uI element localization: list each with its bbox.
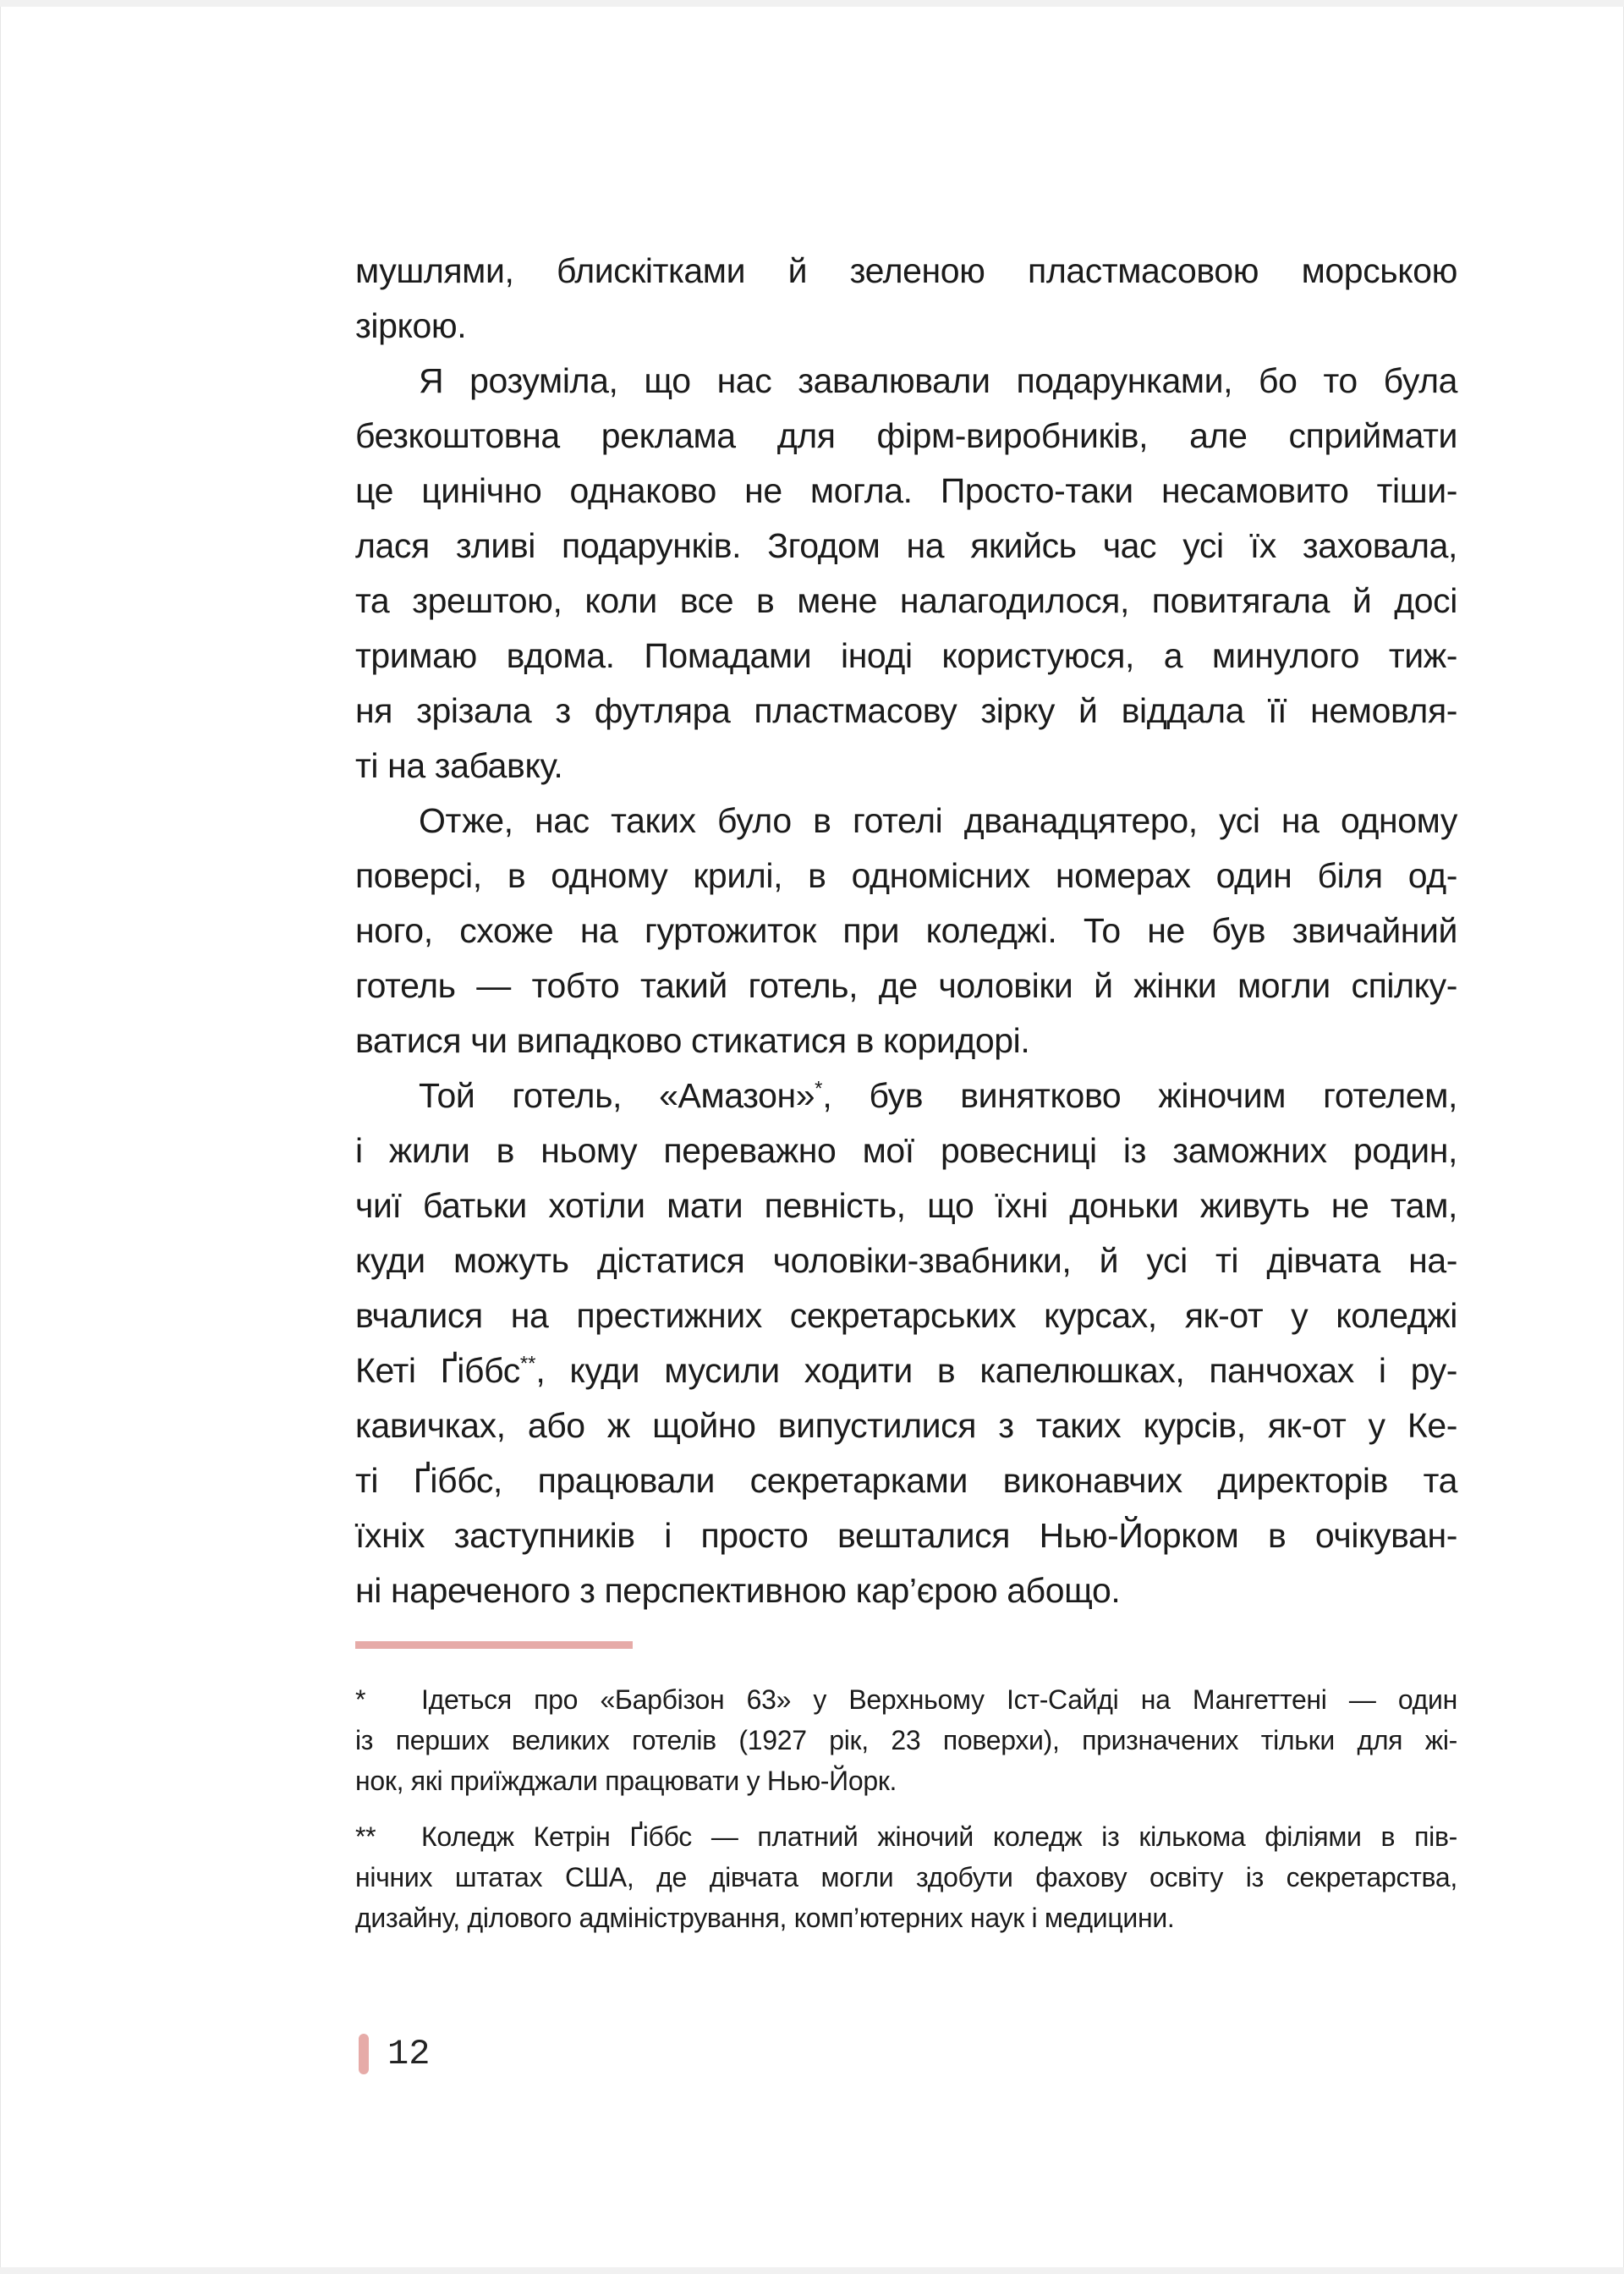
footnote-line: із перших великих готелів (1927 рік, 23 поверхи), призначених тільки для жі- xyxy=(355,1725,1457,1755)
body-text: Кеті Ґіббс xyxy=(355,1351,520,1390)
body-line: ня зрізала з футляра пластмасову зірку й віддала її немовля- xyxy=(355,691,1457,730)
body-line: готель — тобто такий готель, де чоловіки й жінки могли спілку- xyxy=(355,966,1457,1005)
footnote-marker: ** xyxy=(355,1821,376,1852)
footnote-divider xyxy=(355,1641,633,1649)
footnote-ref-1: * xyxy=(815,1077,823,1101)
body-line xyxy=(355,1068,1457,1123)
body-line: ті на забавку. xyxy=(355,746,563,785)
body-line: куди можуть дістатися чоловіки-звабники, й усі ті дівчата на- xyxy=(355,1241,1457,1280)
body-line: мушлями, блискітками й зеленою пластмасовою морською xyxy=(355,251,1457,290)
paragraph xyxy=(355,354,1457,794)
footnote-line: нок, які приїжджали працювати у Нью-Йорк. xyxy=(355,1766,897,1796)
footnotes-section xyxy=(355,1679,1457,1938)
body-line: тримаю вдома. Помадами іноді користуюся, а минулого тиж- xyxy=(355,636,1457,675)
body-line: і жили в ньому переважно мої ровесниці із заможних родин, xyxy=(355,1131,1457,1170)
body-line: ні нареченого з перспективною кар’єрою абощо. xyxy=(355,1571,1121,1610)
body-line: та зрештою, коли все в мене налагодилося, повитягала й досі xyxy=(355,581,1457,620)
body-line: їхніх заступників і просто вешталися Нью-Йорком в очікуван- xyxy=(355,1516,1457,1555)
body-line: ного, схоже на гуртожиток при коледжі. То не був звичайний xyxy=(355,911,1457,950)
body-line: Я розуміла, що нас завалювали подарунками, бо то була xyxy=(419,361,1457,400)
page-number xyxy=(359,2034,430,2074)
paragraph xyxy=(355,1068,1457,1618)
body-text: Той готель, «Амазон» xyxy=(419,1076,815,1115)
body-line: лася зливі подарунків. Згодом на якийсь час усі їх заховала, xyxy=(355,526,1457,565)
body-line: ті Ґіббс, працювали секретарками виконавчих директорів та xyxy=(355,1461,1457,1500)
body-line: кавичках, або ж щойно випустилися з таких курсів, як-от у Ке- xyxy=(355,1406,1457,1445)
page-number-accent-bar xyxy=(359,2034,369,2074)
body-text: , був винятково жіночим готелем, xyxy=(822,1076,1457,1115)
page-text xyxy=(355,244,1457,1938)
footnote-ref-2: ** xyxy=(519,1352,536,1376)
body-line: поверсі, в одному крилі, в одномісних номерах один біля од- xyxy=(355,856,1457,895)
footnote-line: дизайну, ділового адміністрування, комп’ютерних наук і медицини. xyxy=(355,1903,1175,1933)
body-line: це цинічно однаково не могла. Просто-таки несамовито тіши- xyxy=(355,471,1457,510)
page-number-value: 12 xyxy=(387,2034,431,2074)
footnote xyxy=(355,1816,1457,1938)
body-line: безкоштовна реклама для фірм-виробників, але сприймати xyxy=(355,416,1457,455)
footnote-text: Коледж Кетрін Ґіббс — платний жіночий коледж із кількома філіями в пів- xyxy=(421,1821,1457,1852)
body-line: вчалися на престижних секретарських курсах, як-от у коледжі xyxy=(355,1296,1457,1335)
footnote-text: Ідеться про «Барбізон 63» у Верхньому Іст-Сайді на Мангеттені — один xyxy=(421,1684,1457,1715)
paragraph xyxy=(355,794,1457,1068)
paragraph xyxy=(355,244,1457,354)
window-bottom-edge xyxy=(0,2267,1624,2274)
body-line: Отже, нас таких було в готелі дванадцятеро, усі на одному xyxy=(419,801,1457,840)
body-text: , куди мусили ходити в капелюшках, панчохах і ру- xyxy=(535,1351,1457,1390)
footnote xyxy=(355,1679,1457,1801)
body-line: чиї батьки хотіли мати певність, що їхні доньки живуть не там, xyxy=(355,1186,1457,1225)
footnote-line xyxy=(355,1679,1457,1720)
footnote-line: нічних штатах США, де дівчата могли здобути фахову освіту із секретарства, xyxy=(355,1862,1457,1892)
body-line: ватися чи випадково стикатися в коридорі. xyxy=(355,1021,1030,1060)
body-line: зіркою. xyxy=(355,306,467,345)
window-top-edge xyxy=(0,0,1624,7)
body-line xyxy=(355,1343,1457,1398)
footnote-marker: * xyxy=(355,1684,366,1715)
footnote-line xyxy=(355,1816,1457,1857)
